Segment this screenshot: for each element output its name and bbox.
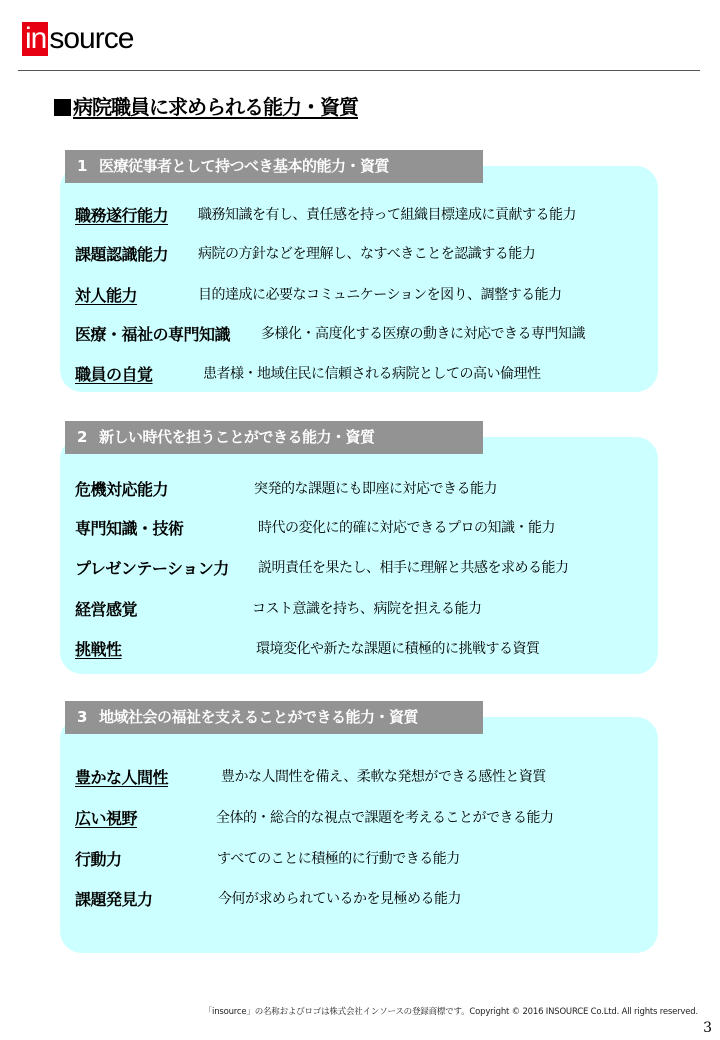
desc-item: 説明責任を果たし、相手に理解と共感を求める能力 [258, 560, 569, 576]
term-item: 経営感覚 [75, 600, 138, 619]
term-item: 挑戦性 [75, 640, 122, 659]
desc-item: 環境変化や新たな課題に積極的に挑戦する資質 [256, 641, 540, 657]
square-bullet-icon [54, 99, 71, 116]
section-3-heading: 3 地域社会の福祉を支えることができる能力・資質 [65, 701, 483, 734]
desc-item: コスト意識を持ち、病院を担える能力 [252, 601, 482, 617]
term-item: 職務遂行能力 [75, 206, 169, 225]
desc-item: 職務知識を有し、責任感を持って組織目標達成に貢献する能力 [198, 207, 576, 223]
logo-wordmark: source [49, 22, 134, 55]
section-3-panel [60, 717, 658, 953]
desc-item: 多様化・高度化する医療の動きに対応できる専門知識 [261, 326, 585, 342]
desc-item: 時代の変化に的確に対応できるプロの知識・能力 [258, 520, 555, 536]
desc-item: 全体的・総合的な視点で課題を考えることができる能力 [216, 810, 554, 826]
insource-logo [22, 22, 133, 56]
logo-red-mark: in [22, 22, 48, 56]
term-item: 豊かな人間性 [75, 768, 169, 787]
term-item: 専門知識・技術 [75, 519, 184, 538]
page-title: 病院職員に求められる能力・資質 [54, 91, 358, 120]
desc-item: 豊かな人間性を備え、柔軟な発想ができる感性と資質 [221, 769, 546, 785]
section-1-panel [60, 166, 658, 392]
term-item: 課題発見力 [75, 890, 153, 909]
desc-item: 病院の方針などを理解し、なすべきことを認識する能力 [198, 246, 536, 262]
term-item: 職員の自覚 [75, 365, 153, 384]
term-item: 行動力 [75, 850, 122, 869]
term-item: 医療・福祉の専門知識 [75, 325, 231, 344]
term-item: 危機対応能力 [75, 480, 169, 499]
term-item: 対人能力 [75, 286, 138, 305]
section-2-heading: 2 新しい時代を担うことができる能力・資質 [65, 421, 483, 454]
header-divider [18, 70, 700, 71]
desc-item: 目的達成に必要なコミュニケーションを図り、調整する能力 [198, 287, 562, 303]
copyright-footer: 「insource」の名称およびロゴは株式会社インソースの登録商標です。Copyright © 2016 INSOURCE Co.Ltd. All rights reserved. [203, 1007, 698, 1017]
page-number: 3 [703, 1020, 712, 1036]
desc-item: すべてのことに積極的に行動できる能力 [217, 851, 460, 867]
term-item: 課題認識能力 [75, 245, 169, 264]
desc-item: 今何が求められているかを見極める能力 [218, 891, 461, 907]
term-item: プレゼンテーション力 [75, 559, 229, 578]
section-1-heading: 1 医療従事者として持つべき基本的能力・資質 [65, 150, 483, 183]
desc-item: 患者様・地域住民に信頼される病院としての高い倫理性 [203, 366, 541, 382]
term-item: 広い視野 [75, 809, 138, 828]
desc-item: 突発的な課題にも即座に対応できる能力 [254, 481, 497, 497]
